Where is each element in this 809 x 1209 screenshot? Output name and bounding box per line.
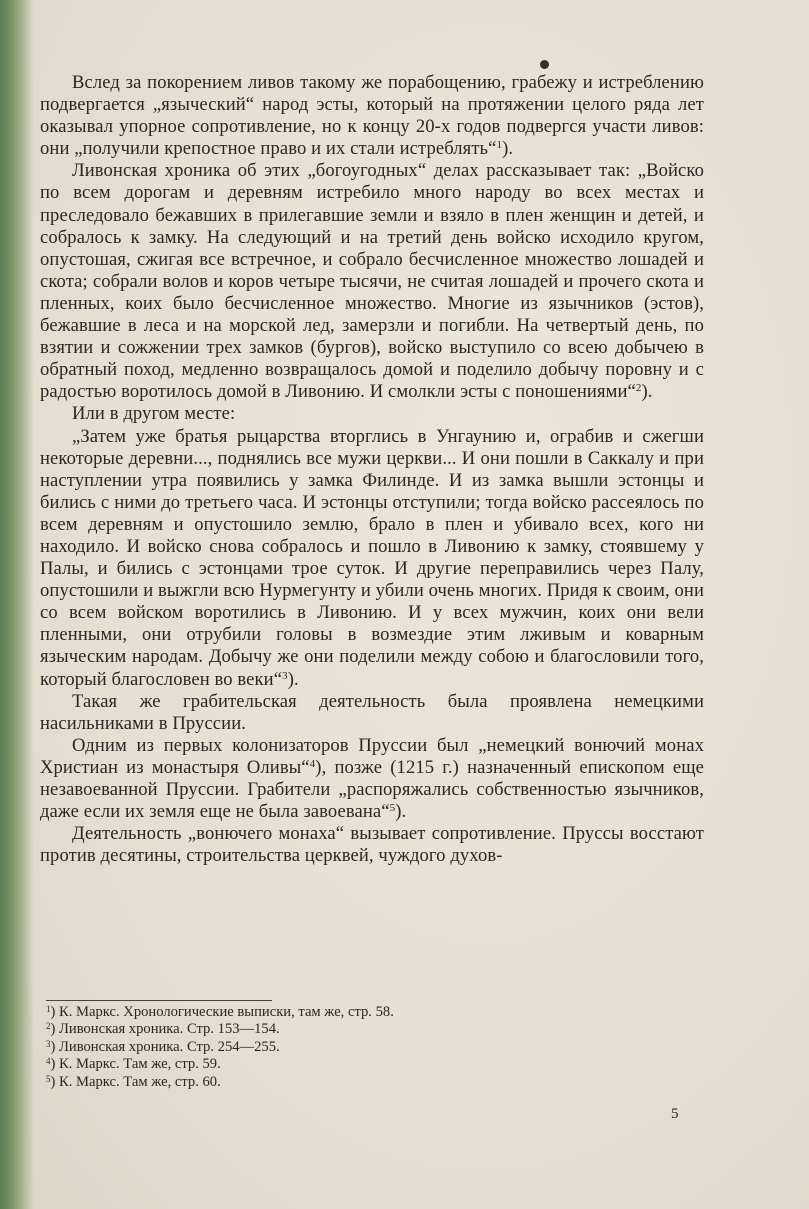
footnote-2: $^2$) Ливонская хроника. Стр. 153—154. — [46, 1021, 280, 1038]
paragraph-monk-christian: Одним из первых колонизаторов Пруссии был „немецкий вонючий монах Христиан из монастыря Оливы“$^4$), позже (1215 г.) назначенный епископом еще незавоеванной Пруссии. Грабители „распоряжались собственностью язычников, даже если их земля еще не была завоевана“$^5$). — [40, 734, 704, 823]
ink-spot — [540, 60, 549, 69]
paragraph-prussia: Такая же грабительская деятельность была проявлена немецкими насильниками в Пруссии. — [40, 690, 704, 734]
paragraph-prussians-resist: Деятельность „вонючего монаха“ вызывает сопротивление. Пруссы восстают против десятины, строительства церквей, чуждого духов- — [40, 823, 704, 867]
body-text — [40, 72, 704, 867]
footnote-ref-4: 4 — [309, 757, 316, 770]
footnote-1: $^1$) К. Маркс. Хронологические выписки, там же, стр. 58. — [46, 1004, 394, 1020]
footnotes — [46, 1004, 666, 1091]
paragraph-another-place: Или в другом месте: — [72, 403, 236, 425]
page-number: 5 — [671, 1106, 679, 1122]
book-spine-edge — [0, 0, 34, 1209]
footnote-ref-3: 3 — [282, 669, 288, 682]
footnote-ref-2: 2 — [635, 382, 642, 395]
footnote-3: $^3$) Ливонская хроника. Стр. 254—255. — [46, 1038, 280, 1055]
footnote-5: $^5$) К. Маркс. Там же, стр. 60. — [46, 1073, 221, 1090]
footnote-divider — [46, 1000, 272, 1001]
paragraph-livs-estonians: Вслед за покорением ливов такому же порабощению, грабежу и истреблению подвергается „языческий“ народ эсты, который на протяжении целого ряда лет оказывал упорное сопротивление, но к концу 20-х годов подвергся участи ливов: они „получили крепостное право и их стали истреблять“$^1$). — [40, 72, 704, 160]
footnote-ref-5: 5 — [389, 802, 396, 815]
paragraph-quote-ungaunia: „Затем уже братья рыцарства вторглись в Унгаунию и, ограбив и сжегши некоторые деревни..., поднялись все мужи церкви... И они пошли в Саккалу и при наступлении утра появились у замка Филинде. И из замка вышли эстонцы и бились с ними до третьего часа. И эстонцы отступили; тогда войско рассеялось по всем деревням и опустошило землю, брало в плен и убивало всех, кого ни находило. И войско снова собралось и пошло в Ливонию к замку, стоявшему у Палы, и бились с эстонцами трое суток. И другие переправились через Палу, опустошили и выжгли всю Нурмегунту и убили очень многих. Придя к своим, они со всем войском воротились в Ливонию. И у всех мужчин, коих они вели пленными, они отрубили головы в возмездие этим лживым и коварным языческим народам. Добычу же они поделили между собою и благословили того, который благословен во веки“$^3$). — [40, 425, 704, 690]
paragraph-livonian-chronicle: Ливонская хроника об этих „богоугодных“ делах рассказывает так: „Войско по всем дорогам и деревням истребило много народу во всех местах и преследовало бежавших в прилегавшие земли и взяло в плен женщин и детей, и собралось к замку. На следующий и на третий день войско исходило кругом, опустошая, сжигая все встречное, и собрало бесчисленное множество лошадей и скота; собрали волов и коров четыре тысячи, не считая лошадей и прочего скота и пленных, коих было бесчисленное множество. Многие из язычников (эстов), бежавшие в леса и на морской лед, замерзли и погибли. На четвертый день, по взятии и сожжении трех замков (бургов), войско выступило со всею добычею в обратный поход, медленно возвращалось домой и поделило добычу поровну и с радостью воротилось домой в Ливонию. И смолкли эсты с поношениями“$^2$). — [40, 160, 704, 403]
footnote-ref-1: 1 — [496, 139, 503, 152]
footnote-4: $^4$) К. Маркс. Там же, стр. 59. — [46, 1056, 221, 1073]
